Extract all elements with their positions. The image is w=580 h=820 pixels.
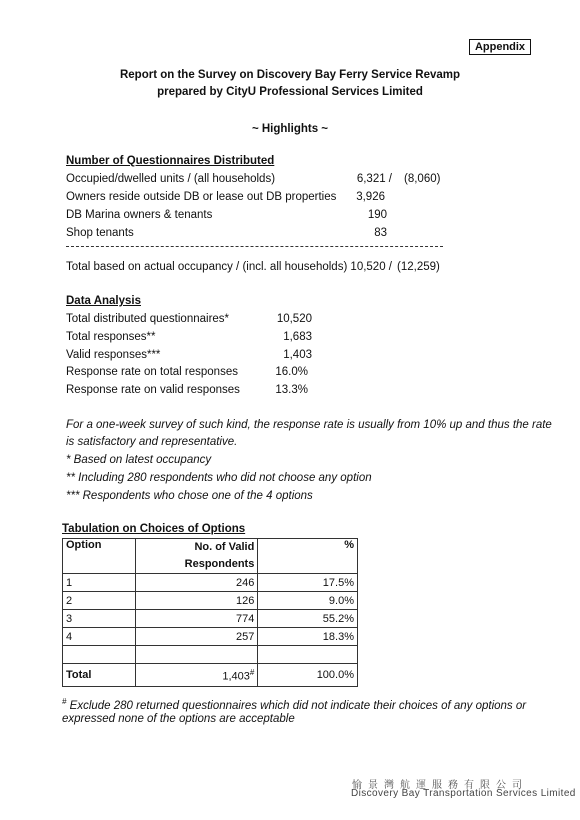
analysis-heading: Data Analysis xyxy=(66,295,141,307)
table-footnote-mark: # xyxy=(62,697,67,706)
count-cell: 126 xyxy=(136,592,258,610)
analysis-row-value: 13.3% xyxy=(275,384,308,396)
table-total-row xyxy=(63,664,358,687)
dashed-divider xyxy=(66,246,443,247)
questionnaire-row-value: 3,926 xyxy=(356,191,385,203)
table-row xyxy=(63,610,358,628)
report-subtitle: prepared by CityU Professional Services Limited xyxy=(157,86,423,98)
analysis-row-value: 10,520 xyxy=(276,313,312,325)
analysis-row-value: 16.0% xyxy=(275,366,308,378)
footnote-occupancy: * Based on latest occupancy xyxy=(66,454,212,466)
pct-cell: 18.3% xyxy=(258,628,358,646)
total-label-cell: Total xyxy=(63,664,136,687)
total-count-mark: # xyxy=(249,667,255,677)
company-name-english: Discovery Bay Transportation Services Limited xyxy=(351,788,576,799)
table-footnote-cont: expressed none of the options are acceptable xyxy=(62,713,295,725)
analysis-row-label: Response rate on valid responses xyxy=(66,384,240,396)
analysis-row-label: Response rate on total responses xyxy=(66,366,238,378)
tabulation-heading: Tabulation on Choices of Options xyxy=(62,523,246,535)
questionnaire-row-value: 190 xyxy=(367,209,387,221)
questionnaire-row-label: Owners reside outside DB or lease out DB properties xyxy=(66,191,337,203)
table-row xyxy=(63,574,358,592)
table-footnote-text: Exclude 280 returned questionnaires which did not indicate their choices of any options or xyxy=(66,699,527,712)
footnote-valid: *** Respondents who chose one of the 4 options xyxy=(66,490,313,502)
count-cell: 246 xyxy=(136,574,258,592)
col-pct-header: % xyxy=(258,539,358,574)
questionnaire-row-value: 6,321 / xyxy=(356,173,392,185)
options-table xyxy=(62,538,358,687)
option-cell: 3 xyxy=(63,610,136,628)
pct-cell: 55.2% xyxy=(258,610,358,628)
total-count: 1,403 xyxy=(222,670,250,683)
table-spacer-row xyxy=(63,646,358,664)
questionnaire-total-value: 10,520 / xyxy=(350,261,392,273)
highlights-heading: ~ Highlights ~ xyxy=(251,123,329,135)
col-option-header: Option xyxy=(63,539,136,574)
footnote-responses: ** Including 280 respondents who did not choose any option xyxy=(66,472,372,484)
col-valid-header-line1: No. of Valid xyxy=(194,541,255,553)
empty-cell xyxy=(258,646,358,664)
questionnaire-row-value: 83 xyxy=(374,227,387,239)
total-count-cell xyxy=(136,664,258,687)
table-row xyxy=(63,592,358,610)
questionnaire-total-extra: (12,259) xyxy=(397,261,440,273)
company-name-chinese: 愉景灣航運服務有限公司 xyxy=(352,780,528,791)
option-cell: 4 xyxy=(63,628,136,646)
analysis-row-label: Total responses** xyxy=(66,331,156,343)
col-valid-header xyxy=(136,539,258,574)
response-rate-note: For a one-week survey of such kind, the response rate is usually from 10% up and thus the rate xyxy=(66,419,552,431)
analysis-row-label: Valid responses*** xyxy=(66,349,161,361)
table-footnote xyxy=(62,694,526,710)
report-title: Report on the Survey on Discovery Bay Ferry Service Revamp xyxy=(119,69,461,81)
questionnaire-row-label: Shop tenants xyxy=(66,227,134,239)
count-cell: 257 xyxy=(136,628,258,646)
questionnaire-row-label: Occupied/dwelled units / (all households) xyxy=(66,173,276,185)
empty-cell xyxy=(136,646,258,664)
col-valid-header-line2: Respondents xyxy=(184,558,255,570)
total-pct-cell: 100.0% xyxy=(258,664,358,687)
questionnaire-row-label: DB Marina owners & tenants xyxy=(66,209,213,221)
table-header-row xyxy=(63,539,358,574)
response-rate-note-cont: is satisfactory and representative. xyxy=(66,436,238,448)
analysis-row-value: 1,403 xyxy=(283,349,312,361)
questionnaire-row-extra: (8,060) xyxy=(404,173,441,185)
analysis-row-label: Total distributed questionnaires* xyxy=(66,313,230,325)
analysis-row-value: 1,683 xyxy=(283,331,312,343)
pct-cell: 17.5% xyxy=(258,574,358,592)
appendix-label: Appendix xyxy=(469,39,531,55)
table-row xyxy=(63,628,358,646)
questionnaire-total-label: Total based on actual occupancy / (incl. all households) xyxy=(66,261,348,273)
option-cell: 2 xyxy=(63,592,136,610)
count-cell: 774 xyxy=(136,610,258,628)
pct-cell: 9.0% xyxy=(258,592,358,610)
questionnaires-heading: Number of Questionnaires Distributed xyxy=(66,155,275,167)
option-cell: 1 xyxy=(63,574,136,592)
empty-cell xyxy=(63,646,136,664)
